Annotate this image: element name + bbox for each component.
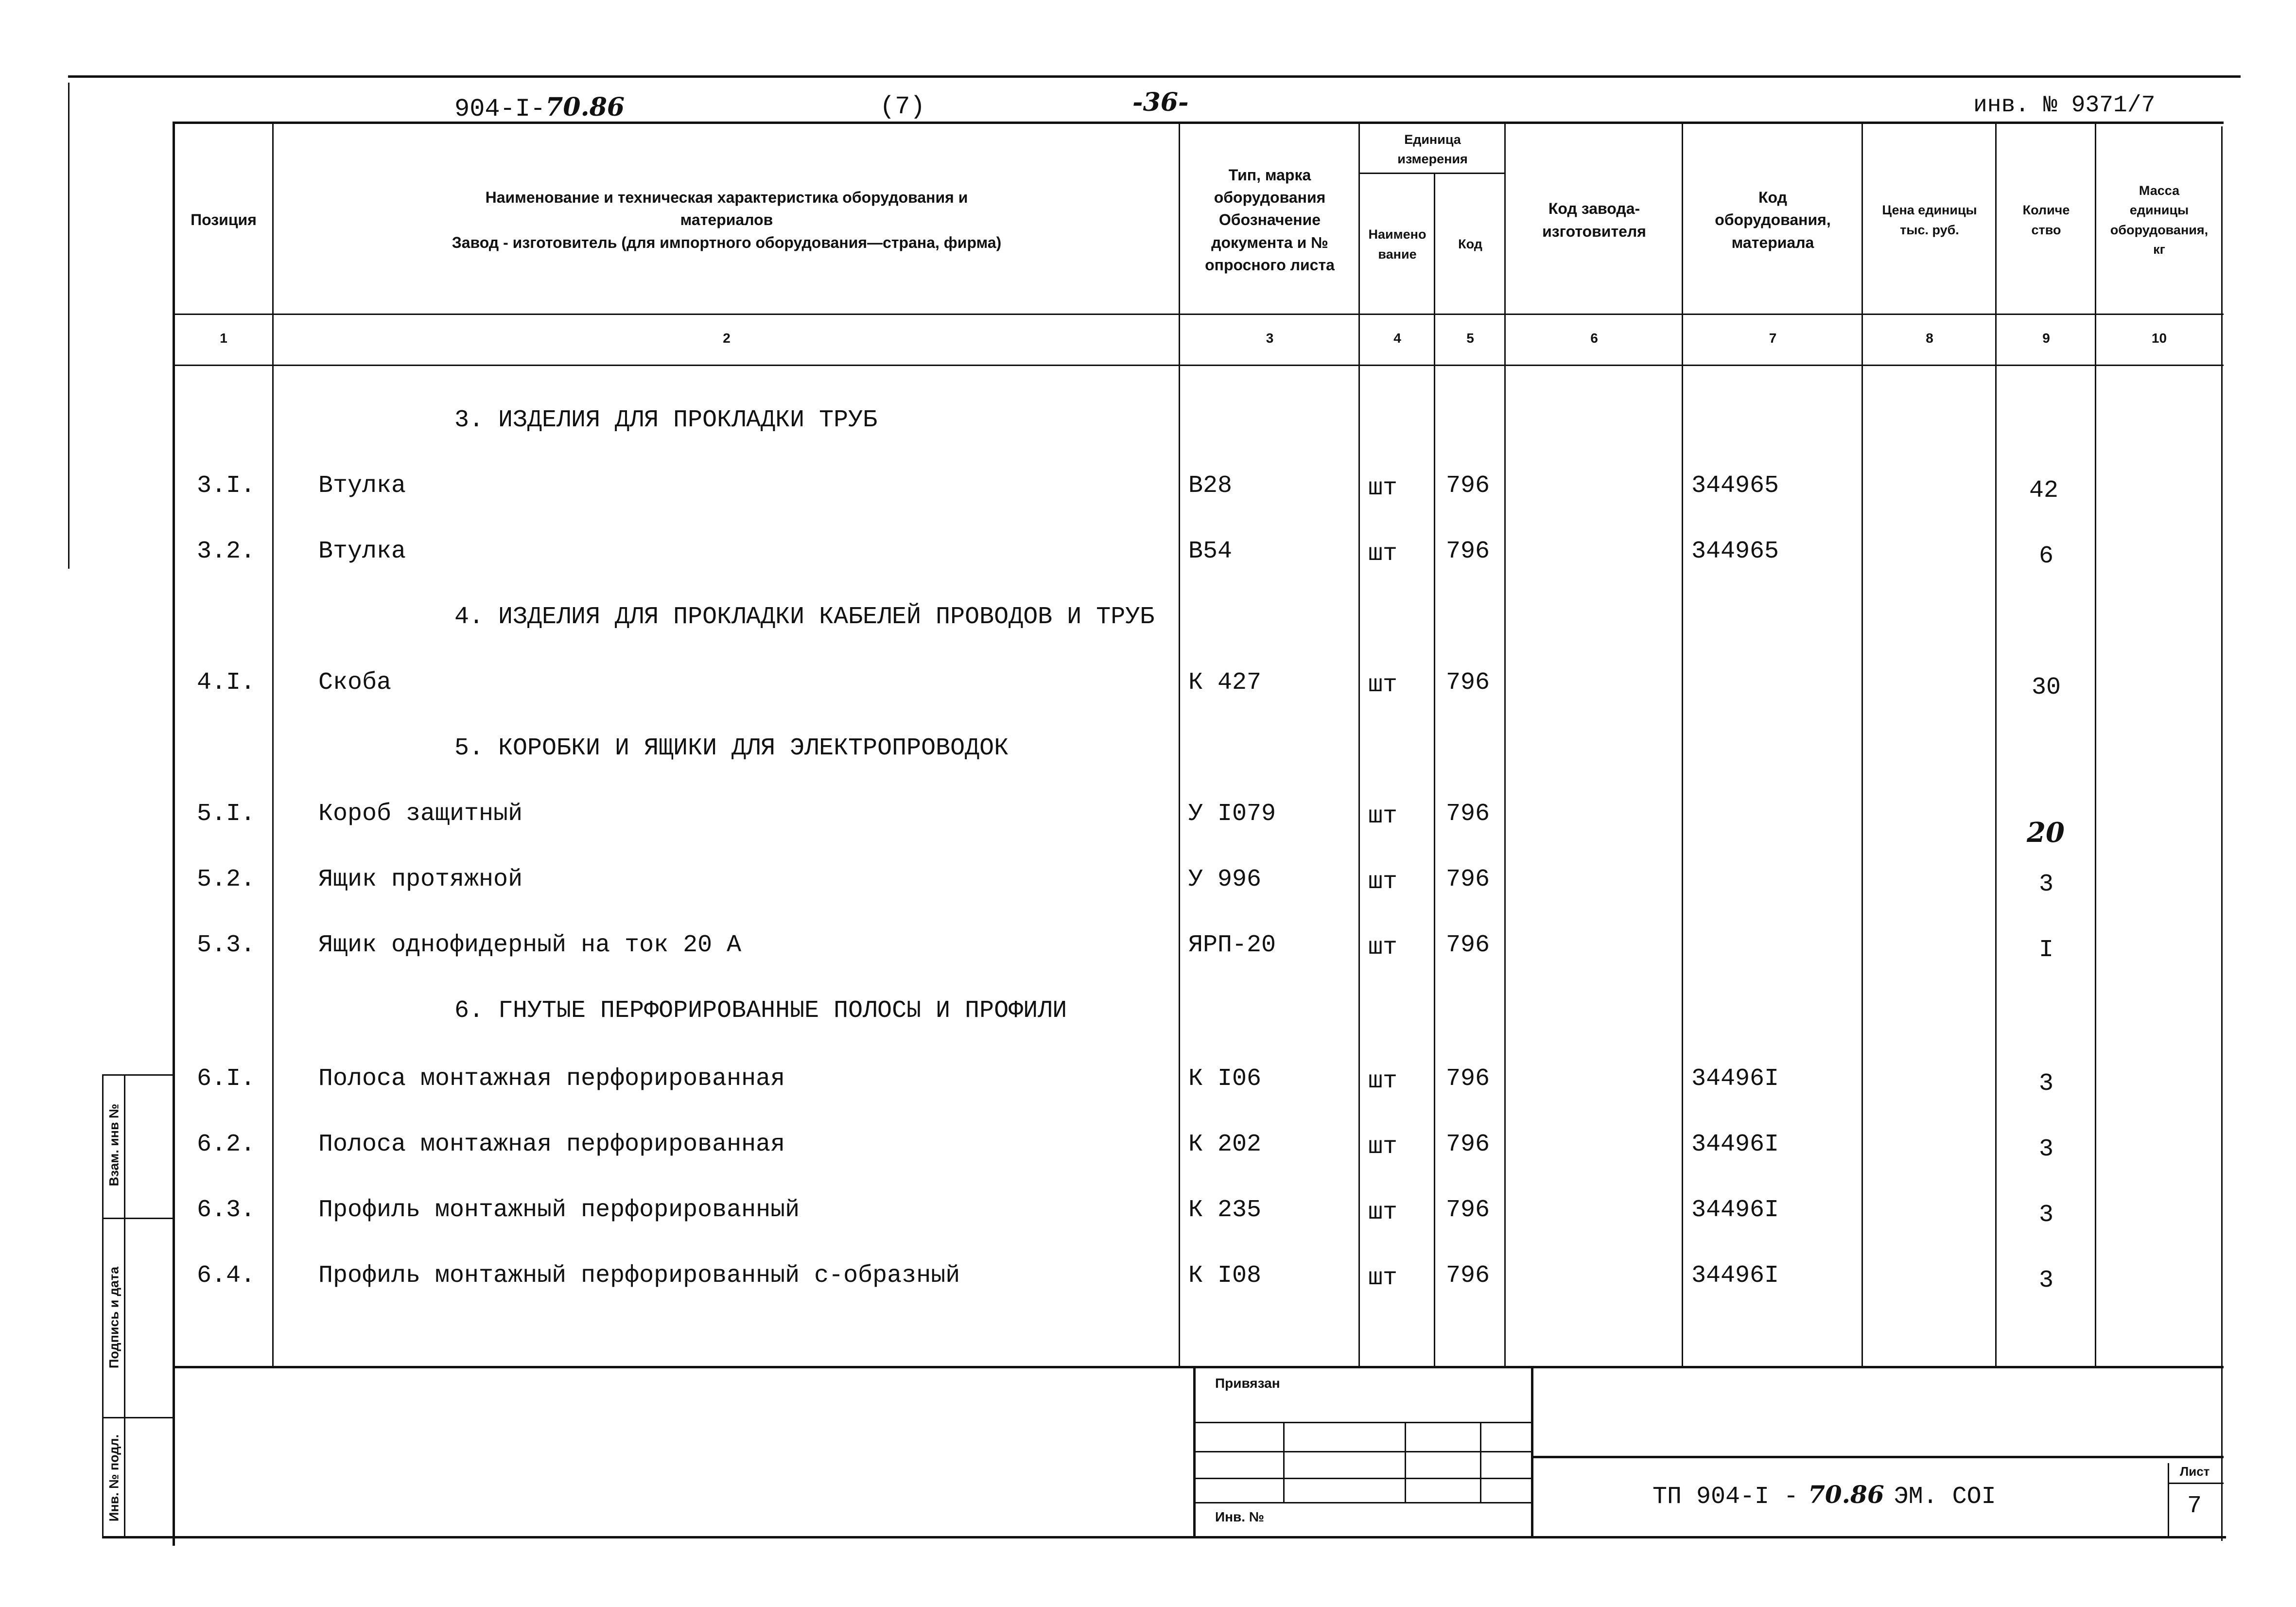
- row-quantity: 42: [2029, 477, 2059, 505]
- row-type: ЯРП-20: [1188, 931, 1276, 959]
- header-price: Цена единицы тыс. руб.: [1882, 203, 1977, 237]
- section-title: 4. ИЗДЕЛИЯ ДЛЯ ПРОКЛАДКИ КАБЕЛЕЙ ПРОВОДОВ И ТРУБ: [454, 603, 1155, 631]
- section-title: 3. ИЗДЕЛИЯ ДЛЯ ПРОКЛАДКИ ТРУБ: [454, 406, 878, 434]
- row-type: У 996: [1188, 866, 1262, 893]
- col-line-5: [1504, 124, 1506, 1368]
- stamp-sheet-divider: [2168, 1463, 2169, 1536]
- row-unit-code: 796: [1446, 800, 1490, 828]
- colnum-4: 4: [1393, 331, 1401, 346]
- row-material-code: 34496I: [1691, 1196, 1779, 1224]
- colnum-9: 9: [2042, 331, 2050, 346]
- col-line-9: [2095, 124, 2096, 1368]
- stamp-top-line: [173, 1366, 2224, 1368]
- row-position: 5.2.: [197, 866, 256, 893]
- colnum-1: 1: [220, 331, 227, 346]
- side-label-vzam: Взам. инв №: [106, 1103, 122, 1187]
- row-unit: шт: [1368, 1199, 1398, 1226]
- frame-bottom: [102, 1536, 2226, 1538]
- row-type: К I06: [1188, 1065, 1262, 1093]
- row-unit: шт: [1368, 934, 1398, 961]
- row-unit-code: 796: [1446, 1065, 1490, 1093]
- row-material-code: 34496I: [1691, 1131, 1779, 1158]
- row-position: 6.3.: [197, 1196, 256, 1224]
- row-unit-code: 796: [1446, 866, 1490, 893]
- side-stamp-left: [102, 1074, 104, 1536]
- row-position: 5.3.: [197, 931, 256, 959]
- row-name: Профиль монтажный перфорированный: [318, 1196, 800, 1224]
- page-mark: -36-: [1132, 87, 1189, 117]
- header-type: [1181, 126, 1358, 314]
- colnum-7: 7: [1769, 331, 1777, 346]
- row-unit-code: 796: [1446, 538, 1490, 565]
- row-position: 6.4.: [197, 1262, 256, 1290]
- row-name: Короб защитный: [318, 800, 523, 828]
- header-name: [275, 126, 1179, 314]
- unit-group-line: [1358, 173, 1504, 174]
- stamp-doc-line: [1531, 1456, 2224, 1458]
- row-name: Втулка: [318, 538, 406, 565]
- side-label-inv-podl: Инв. № подл.: [106, 1434, 122, 1522]
- stamp-divider-right: [1531, 1366, 1533, 1536]
- col-line-1: [272, 124, 274, 1368]
- doc-code: [454, 92, 625, 123]
- stamp-doc-suffix: ЭМ. СОI: [1894, 1483, 1996, 1511]
- stamp-grid-v3: [1480, 1422, 1481, 1502]
- row-quantity: 3: [2039, 1201, 2054, 1229]
- col-line-3: [1358, 124, 1360, 1368]
- col-line-8: [1995, 124, 1997, 1368]
- row-unit-code: 796: [1446, 1196, 1490, 1224]
- header-position: Позиция: [191, 211, 257, 229]
- row-unit: шт: [1368, 474, 1398, 502]
- colnum-6: 6: [1590, 331, 1598, 346]
- row-unit: шт: [1368, 803, 1398, 830]
- stamp-grid-4: [1196, 1502, 1531, 1503]
- stamp-inv-label: Инв. №: [1215, 1509, 1265, 1524]
- colnum-2: 2: [723, 331, 731, 346]
- row-quantity: 3: [2039, 871, 2054, 898]
- row-unit-code: 796: [1446, 669, 1490, 697]
- col-line-7: [1861, 124, 1863, 1368]
- row-name: Втулка: [318, 472, 406, 500]
- header-bottom-line: [173, 314, 2224, 315]
- header-name-text: Наименование и техническая характеристика оборудования и материалов Завод - изготовитель (для импортного оборудования—страна, фирма): [452, 188, 1002, 251]
- header-unit-name: Наименование: [1368, 227, 1426, 262]
- row-material-code: 344965: [1691, 538, 1779, 565]
- row-type: У I079: [1188, 800, 1276, 828]
- doc-code-prefix: 904-I-: [454, 95, 546, 123]
- header-plant-code: Код завода-изготовителя: [1542, 200, 1646, 240]
- doc-code-hand: 70.86: [545, 92, 625, 122]
- row-quantity: 3: [2039, 1135, 2054, 1163]
- sheet-number: (7): [880, 92, 925, 121]
- row-unit: шт: [1368, 1133, 1398, 1161]
- row-unit: шт: [1368, 671, 1398, 699]
- colnum-10: 10: [2151, 331, 2167, 346]
- header-unit-code: Код: [1458, 237, 1482, 252]
- col-line-2: [1179, 124, 1180, 1368]
- row-name: Профиль монтажный перфорированный с-образный: [318, 1262, 960, 1290]
- stamp-sheet-line: [2168, 1483, 2224, 1484]
- stamp-doc-code: [1652, 1480, 1996, 1511]
- side-label-sign: Подпись и дата: [106, 1266, 122, 1369]
- header-material-code: Код оборудования, материала: [1715, 188, 1831, 251]
- row-material-code: 34496I: [1691, 1065, 1779, 1093]
- row-material-code: 34496I: [1691, 1262, 1779, 1290]
- row-quantity: 30: [2032, 674, 2061, 701]
- row-unit-code: 796: [1446, 1262, 1490, 1290]
- row-position: 5.I.: [197, 800, 256, 828]
- stamp-sheet-value: 7: [2187, 1492, 2202, 1520]
- row-type: К I08: [1188, 1262, 1262, 1290]
- row-unit: шт: [1368, 1264, 1398, 1292]
- colnum-bottom-line: [173, 365, 2224, 366]
- row-position: 4.I.: [197, 669, 256, 697]
- stamp-doc-prefix: ТП 904-I -: [1652, 1483, 1799, 1511]
- colnum-8: 8: [1926, 331, 1933, 346]
- colnum-3: 3: [1266, 331, 1274, 346]
- row-name: Ящик однофидерный на ток 20 А: [318, 931, 742, 959]
- row-unit: шт: [1368, 868, 1398, 896]
- row-name: Скоба: [318, 669, 392, 697]
- row-unit-code: 796: [1446, 472, 1490, 500]
- row-name: Полоса монтажная перфорированная: [318, 1065, 785, 1093]
- row-position: 3.I.: [197, 472, 256, 500]
- row-position: 3.2.: [197, 538, 256, 565]
- row-unit-code: 796: [1446, 1131, 1490, 1158]
- frame-top: [68, 75, 2241, 78]
- row-unit: шт: [1368, 540, 1398, 568]
- row-quantity: 6: [2039, 542, 2054, 570]
- section-title: 6. ГНУТЫЕ ПЕРФОРИРОВАННЫЕ ПОЛОСЫ И ПРОФИЛИ: [454, 997, 1067, 1025]
- row-type: В54: [1188, 538, 1233, 565]
- stamp-grid-v1: [1283, 1422, 1285, 1502]
- colnum-5: 5: [1466, 331, 1474, 346]
- row-type: К 235: [1188, 1196, 1262, 1224]
- stamp-attached-label: Привязан: [1215, 1376, 1280, 1391]
- row-name: Полоса монтажная перфорированная: [318, 1131, 785, 1158]
- header-top-line: [173, 122, 2224, 124]
- stamp-sheet-label: Лист: [2180, 1464, 2210, 1479]
- frame-far-left: [68, 83, 70, 569]
- header-quantity: Количество: [2022, 203, 2070, 237]
- row-quantity: 3: [2039, 1070, 2054, 1098]
- row-type: К 202: [1188, 1131, 1262, 1158]
- stamp-grid-v2: [1405, 1422, 1406, 1502]
- header-mass: Масса единицы оборудования, кг: [2110, 183, 2209, 257]
- row-quantity: I: [2039, 936, 2054, 964]
- row-type: К 427: [1188, 669, 1262, 697]
- row-position: 6.I.: [197, 1065, 256, 1093]
- row-quantity: 3: [2039, 1267, 2054, 1294]
- col-line-4: [1434, 173, 1435, 1368]
- row-type: В28: [1188, 472, 1233, 500]
- side-stamp-mid: [124, 1074, 125, 1536]
- header-type-text: Тип, марка оборудования Обозначение документа и № опросного листа: [1205, 166, 1335, 274]
- row-name: Ящик протяжной: [318, 866, 523, 893]
- row-unit: шт: [1368, 1067, 1398, 1095]
- header-unit-group: Единица измерения: [1397, 132, 1468, 166]
- stamp-doc-hand: 70.86: [1808, 1480, 1884, 1509]
- row-quantity: 20: [2027, 817, 2065, 849]
- row-material-code: 344965: [1691, 472, 1779, 500]
- col-line-6: [1682, 124, 1683, 1368]
- row-position: 6.2.: [197, 1131, 256, 1158]
- section-title: 5. КОРОБКИ И ЯЩИКИ ДЛЯ ЭЛЕКТРОПРОВОДОК: [454, 734, 1009, 762]
- row-unit-code: 796: [1446, 931, 1490, 959]
- inventory-number: инв. № 9371/7: [1973, 92, 2156, 119]
- frame-right: [2221, 126, 2223, 1541]
